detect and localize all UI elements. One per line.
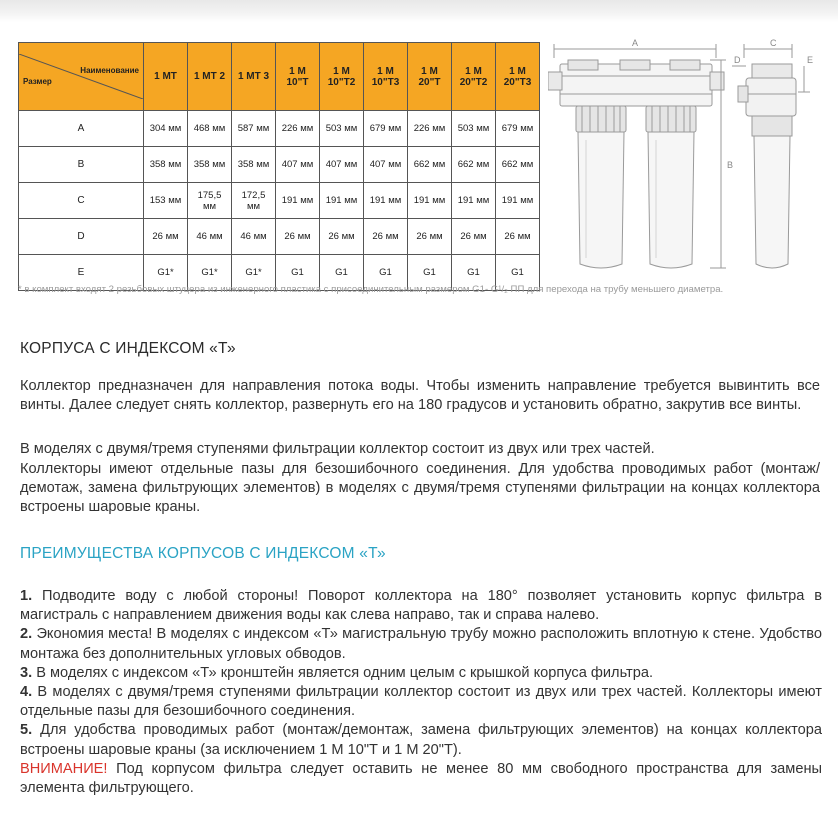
table-cell: 26 мм [408,219,452,255]
list-item-text: Для удобства проводимых работ (монтаж/демонтаж, замена фильтрующих элементов) на концах коллектора встроены шаровые краны (за исключением 1 М 10"Т и 1 М 20"Т). [20,722,822,758]
table-cell: 26 мм [320,219,364,255]
filter-housing-drawing [548,36,838,276]
advantages-title: ПРЕИМУЩЕСТВА КОРПУСОВ С ИНДЕКСОМ «Т» [20,545,386,562]
table-cell: 26 мм [496,219,540,255]
column-header: 1 М 10"Т2 [320,43,364,111]
table-footnote: * в комплект входят 2 резьбовых штуцера из инженерного пластика с присоединительным размером G1- G¹/₂ ПП для перехода на трубу меньшего диаметра. [18,284,724,295]
dimensions-table [18,42,540,291]
table-cell: 26 мм [144,219,188,255]
table-cell: G1 [320,255,364,291]
table-cell: 191 мм [408,183,452,219]
table-cell: 26 мм [276,219,320,255]
column-header: 1 М 20"Т3 [496,43,540,111]
table-cell: 46 мм [232,219,276,255]
list-item-number: 4. [20,684,33,701]
table-cell: 662 мм [496,147,540,183]
list-item [20,683,822,721]
list-item-text: Подводите воду с любой стороны! Поворот коллектора на 180° позволяет установить корпус фильтра в магистраль с направлением движения воды как слева направо, так и справа налево. [20,588,822,624]
column-header: 1 МТ 2 [188,43,232,111]
warning-text: Под корпусом фильтра следует оставить не менее 80 мм свободного пространства для замены элемента фильтрующего. [20,760,822,797]
table-cell: G1 [276,255,320,291]
list-item [20,625,822,663]
table-cell: 191 мм [320,183,364,219]
list-item [20,587,822,625]
table-cell: G1 [408,255,452,291]
row-label: C [19,183,144,219]
list-item [20,664,822,683]
dimension-label-e: E [807,55,814,65]
column-header: 1 М 10"Т3 [364,43,408,111]
table-cell: 662 мм [452,147,496,183]
table-cell: 172,5 мм [232,183,276,219]
warning-label: ВНИМАНИЕ! [20,760,108,777]
paragraph: Коллекторы имеют отдельные пазы для безошибочного соединения. Для удобства проводимых работ (монтаж/демотаж, замена фильтрующих элементов) в моделях с двумя/тремя ступенями фильтрации на концах коллектора встроены шаровые краны. [20,461,820,515]
column-header: 1 МТ [144,43,188,111]
row-label: B [19,147,144,183]
list-item-number: 5. [20,722,33,739]
table-row [19,111,540,147]
list-item-number: 3. [20,664,33,681]
table-cell: 503 мм [452,111,496,147]
table-cell: 407 мм [276,147,320,183]
table-cell: 175,5 мм [188,183,232,219]
paragraph: Коллектор предназначен для направления потока воды. Чтобы изменить направление требуется вывинтить все винты. Далее следует снять коллектор, развернуть его на 180 градусов и установить обратно, закрутив все винты. [20,378,820,413]
section-title: КОРПУСА С ИНДЕКСОМ «Т» [20,340,236,357]
table-cell: 358 мм [188,147,232,183]
corner-size-label: Размер [23,77,52,86]
row-label: E [19,255,144,291]
table-cell: 26 мм [452,219,496,255]
column-header: 1 М 10"Т [276,43,320,111]
table-cell: G1 [452,255,496,291]
table-cell: G1* [144,255,188,291]
table-cell: G1* [188,255,232,291]
table-cell: 468 мм [188,111,232,147]
warning-note [20,760,822,798]
list-item-number: 1. [20,588,33,604]
table-cell: 26 мм [364,219,408,255]
table-cell: 304 мм [144,111,188,147]
table-cell: 407 мм [320,147,364,183]
dimension-label-a: A [632,38,639,48]
list-item [20,721,822,759]
table-row [19,147,540,183]
table-cell: 503 мм [320,111,364,147]
list-item-text: Экономия места! В моделях с индексом «Т» магистральную трубу можно расположить вплотную к стене. Удобство монтажа без дополнительных угловых обводов. [20,626,822,662]
table-cell: 679 мм [364,111,408,147]
table-cell: 226 мм [276,111,320,147]
table-cell: 679 мм [496,111,540,147]
dimension-label-c: C [770,38,777,48]
table-header-row [19,43,540,111]
table-cell: 226 мм [408,111,452,147]
corner-name-label: Наименование [80,66,139,75]
table-cell: 46 мм [188,219,232,255]
table-cell: 191 мм [452,183,496,219]
column-header: 1 М 20"Т2 [452,43,496,111]
row-label: D [19,219,144,255]
table-cell: 587 мм [232,111,276,147]
list-item-text: В моделях с двумя/тремя ступенями фильтрации коллектор состоит из двух или трех частей. Коллекторы имеют отдельные пазы для безошибочного соединения. [20,684,822,720]
table-cell: 358 мм [232,147,276,183]
table-cell: 191 мм [364,183,408,219]
table-row [19,219,540,255]
dimension-label-b: B [727,160,734,170]
column-header: 1 М 20"Т [408,43,452,111]
table-cell: 191 мм [496,183,540,219]
paragraph: В моделях с двумя/тремя ступенями фильтрации коллектор состоит из двух или трех частей. [20,441,655,457]
table-cell: G1 [364,255,408,291]
row-label: A [19,111,144,147]
table-cell: 191 мм [276,183,320,219]
column-header: 1 МТ 3 [232,43,276,111]
advantages-list [20,587,822,798]
dimension-label-d: D [734,55,741,65]
table-cell: G1 [496,255,540,291]
table-cell: 358 мм [144,147,188,183]
table-corner-cell [19,43,144,111]
list-item-number: 2. [20,626,33,643]
table-row [19,183,540,219]
top-gradient-bar [0,0,838,22]
table-cell: G1* [232,255,276,291]
table-cell: 662 мм [408,147,452,183]
table-cell: 153 мм [144,183,188,219]
table-cell: 407 мм [364,147,408,183]
list-item-text: В моделях с индексом «Т» кронштейн является одним целым с крышкой корпуса фильтра. [32,664,654,681]
